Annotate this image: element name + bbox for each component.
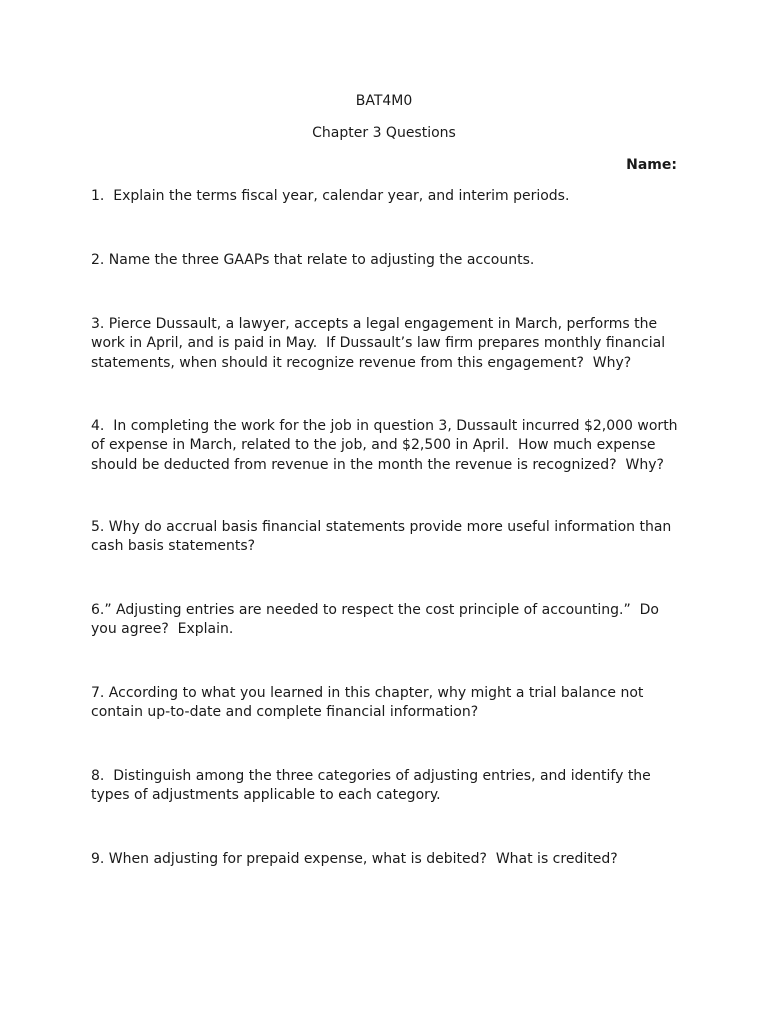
question-1: 1. Explain the terms fiscal year, calendar year, and interim periods. <box>91 188 570 204</box>
question-6: 6.” Adjusting entries are needed to respect the cost principle of accounting.” Do you agree? Explain. <box>91 602 664 638</box>
question-5: 5. Why do accrual basis financial statements provide more useful information than cash basis statements? <box>91 519 676 555</box>
course-code: BAT4M0 <box>355 93 413 109</box>
question-4: 4. In completing the work for the job in question 3, Dussault incurred $2,000 worth of expense in March, related to the job, and $2,500 in April. How much expense should be deducted from revenue in the month the revenue is recognized? Why? <box>91 418 683 473</box>
question-2: 2. Name the three GAAPs that relate to adjusting the accounts. <box>91 252 535 268</box>
page-title: Chapter 3 Questions <box>312 125 456 141</box>
question-7: 7. According to what you learned in this chapter, why might a trial balance not contain up-to-date and complete financial information? <box>91 685 648 721</box>
question-9: 9. When adjusting for prepaid expense, what is debited? What is credited? <box>91 851 618 867</box>
question-3: 3. Pierce Dussault, a lawyer, accepts a legal engagement in March, performs the work in April, and is paid in May. If Dussault’s law firm prepares monthly financial statements, when should it recognize revenue from this engagement? Why? <box>91 316 670 371</box>
question-8: 8. Distinguish among the three categories of adjusting entries, and identify the types of adjustments applicable to each category. <box>91 768 656 804</box>
name-label: Name: <box>626 157 677 173</box>
